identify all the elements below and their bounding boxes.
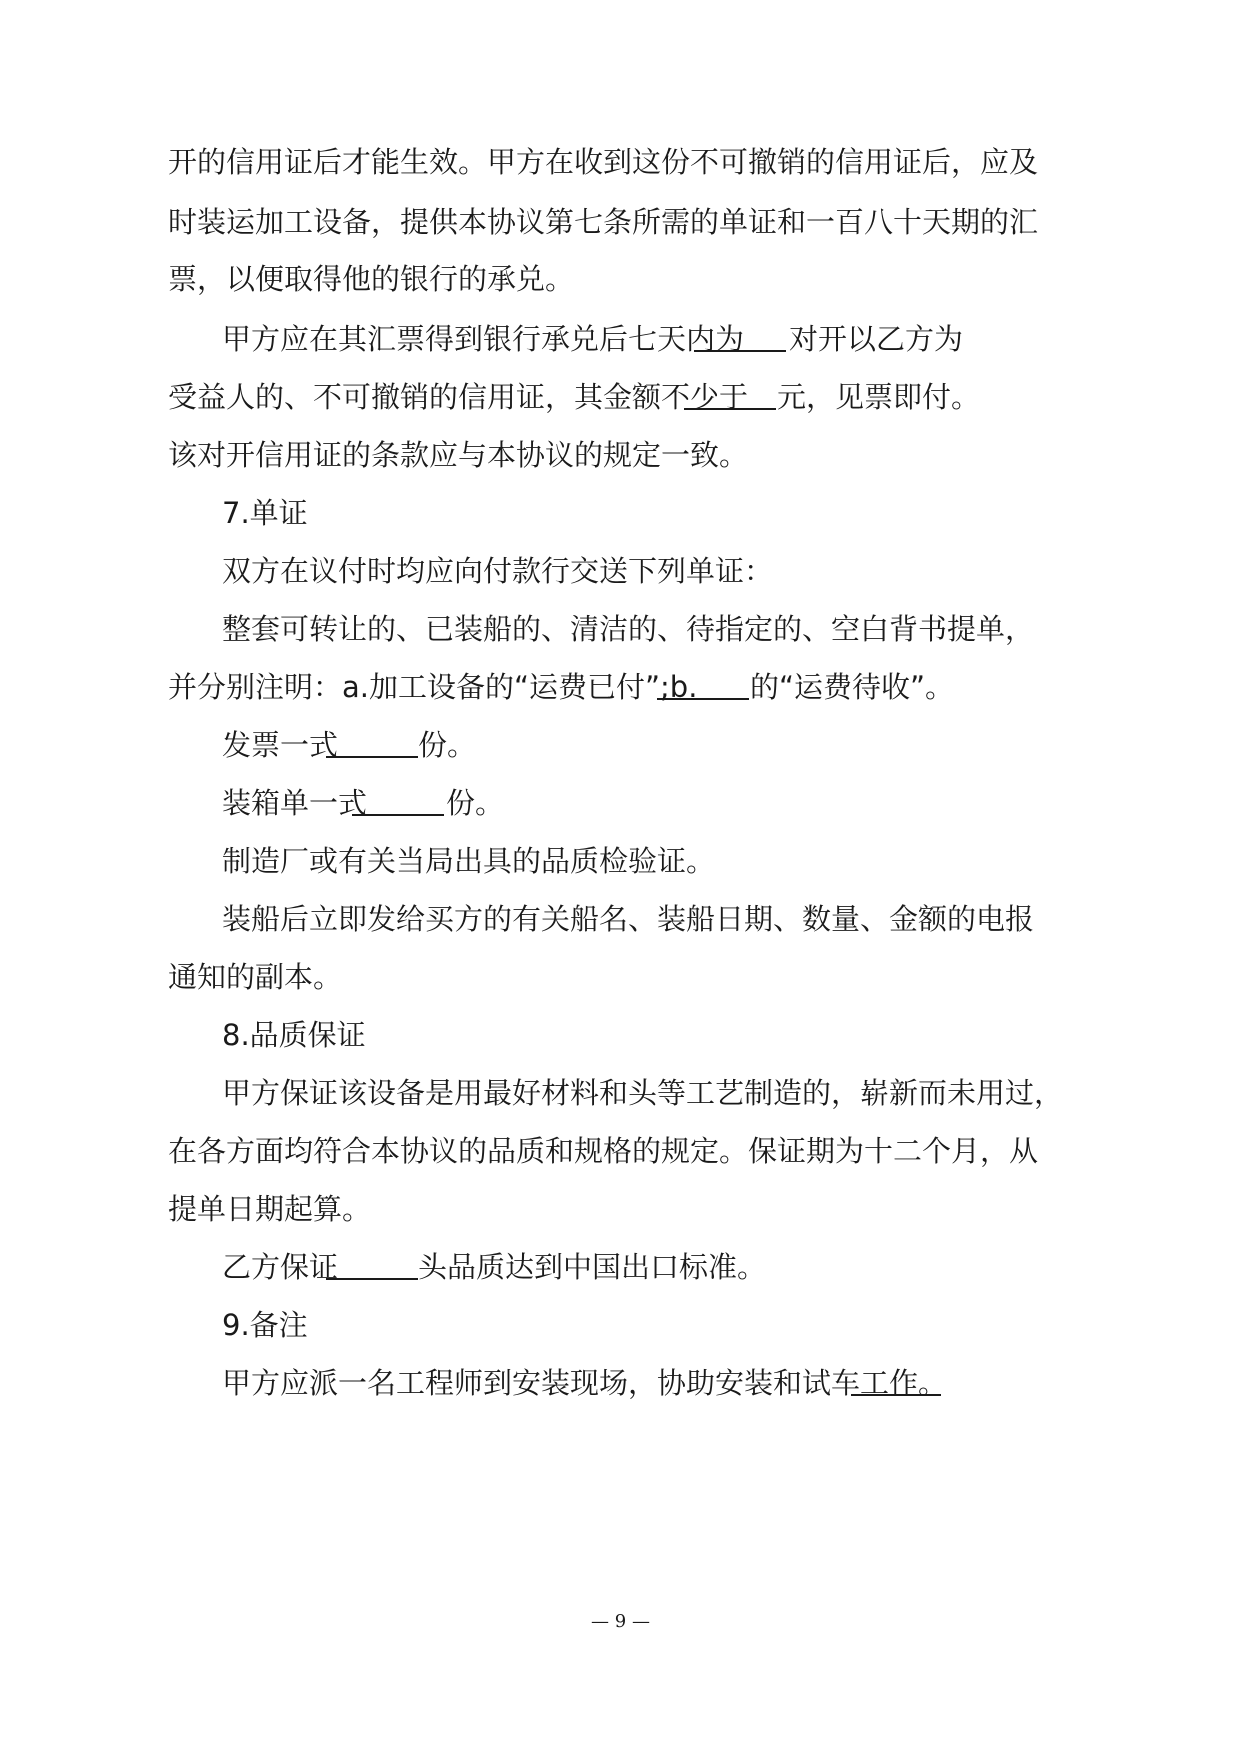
fill-in-blank <box>694 319 786 352</box>
paragraph-line <box>0 259 1241 299</box>
text: 通知的副本。 <box>168 960 343 994</box>
text: 对开以乙方为 <box>789 322 964 356</box>
text: 元，见票即付。 <box>777 380 981 414</box>
text: 时装运加工设备，提供本协议第七条所需的单证和一百八十天期的汇 <box>168 205 1039 239</box>
text: 装箱单一式 <box>222 786 368 820</box>
text: 发票一式 <box>222 728 339 762</box>
text: 甲方应在其汇票得到银行承兑后七天内为 <box>222 322 745 356</box>
section-heading <box>0 493 1241 533</box>
page-number: — 9 — <box>591 1611 650 1632</box>
text: 的“运费待收”。 <box>750 670 955 704</box>
paragraph-line <box>0 1363 1241 1403</box>
paragraph-line <box>0 551 1241 591</box>
text: 该对开信用证的条款应与本协议的规定一致。 <box>168 438 749 472</box>
section-heading <box>0 1305 1241 1345</box>
text: 开的信用证后才能生效。甲方在收到这份不可撤销的信用证后，应及 <box>168 145 1039 179</box>
text: 头品质达到中国出口标准。 <box>418 1250 767 1284</box>
text: 甲方保证该设备是用最好材料和头等工艺制造的，崭新而未用过， <box>222 1076 1064 1110</box>
fill-in-blank <box>851 1363 941 1396</box>
text: 整套可转让的、已装船的、清洁的、待指定的、空白背书提单， <box>222 612 1035 646</box>
text: 在各方面均符合本协议的品质和规格的规定。保证期为十二个月，从 <box>168 1134 1039 1168</box>
text: 份。 <box>446 786 505 820</box>
text: 甲方应派一名工程师到安装现场，协助安装和试车工作。 <box>222 1366 948 1400</box>
text: 票，以便取得他的银行的承兑。 <box>168 262 575 296</box>
section-heading <box>0 1015 1241 1055</box>
text: 份。 <box>418 728 477 762</box>
paragraph-line <box>0 783 1241 823</box>
text: 乙方保证 <box>222 1250 339 1284</box>
paragraph-line <box>0 1131 1241 1171</box>
heading-text: 9.备注 <box>222 1308 308 1342</box>
heading-text: 7.单证 <box>222 496 308 530</box>
paragraph-line <box>0 377 1241 417</box>
fill-in-blank <box>352 783 444 816</box>
text: 制造厂或有关当局出具的品质检验证。 <box>222 844 716 878</box>
text: 装船后立即发给买方的有关船名、装船日期、数量、金额的电报 <box>222 902 1035 936</box>
text: 受益人的、不可撤销的信用证，其金额不少于 <box>168 380 749 414</box>
paragraph-line <box>0 667 1241 707</box>
paragraph-line <box>0 899 1241 939</box>
text: 提单日期起算。 <box>168 1192 372 1226</box>
paragraph-line <box>0 1189 1241 1229</box>
paragraph-line <box>0 725 1241 765</box>
paragraph-line <box>0 435 1241 475</box>
paragraph-line <box>0 142 1241 182</box>
paragraph-line <box>0 957 1241 997</box>
paragraph-line <box>0 1073 1241 1113</box>
fill-in-blank <box>326 1247 418 1280</box>
fill-in-blank <box>326 725 418 758</box>
paragraph-line <box>0 841 1241 881</box>
text: 双方在议付时均应向付款行交送下列单证： <box>222 554 774 588</box>
paragraph-line <box>0 202 1241 242</box>
fill-in-blank <box>657 667 749 700</box>
paragraph-line <box>0 319 1241 359</box>
heading-text: 8.品质保证 <box>222 1018 366 1052</box>
text: 并分别注明：a.加工设备的“运费已付”;b. <box>168 670 698 704</box>
fill-in-blank <box>684 377 776 410</box>
paragraph-line <box>0 609 1241 649</box>
paragraph-line <box>0 1247 1241 1287</box>
